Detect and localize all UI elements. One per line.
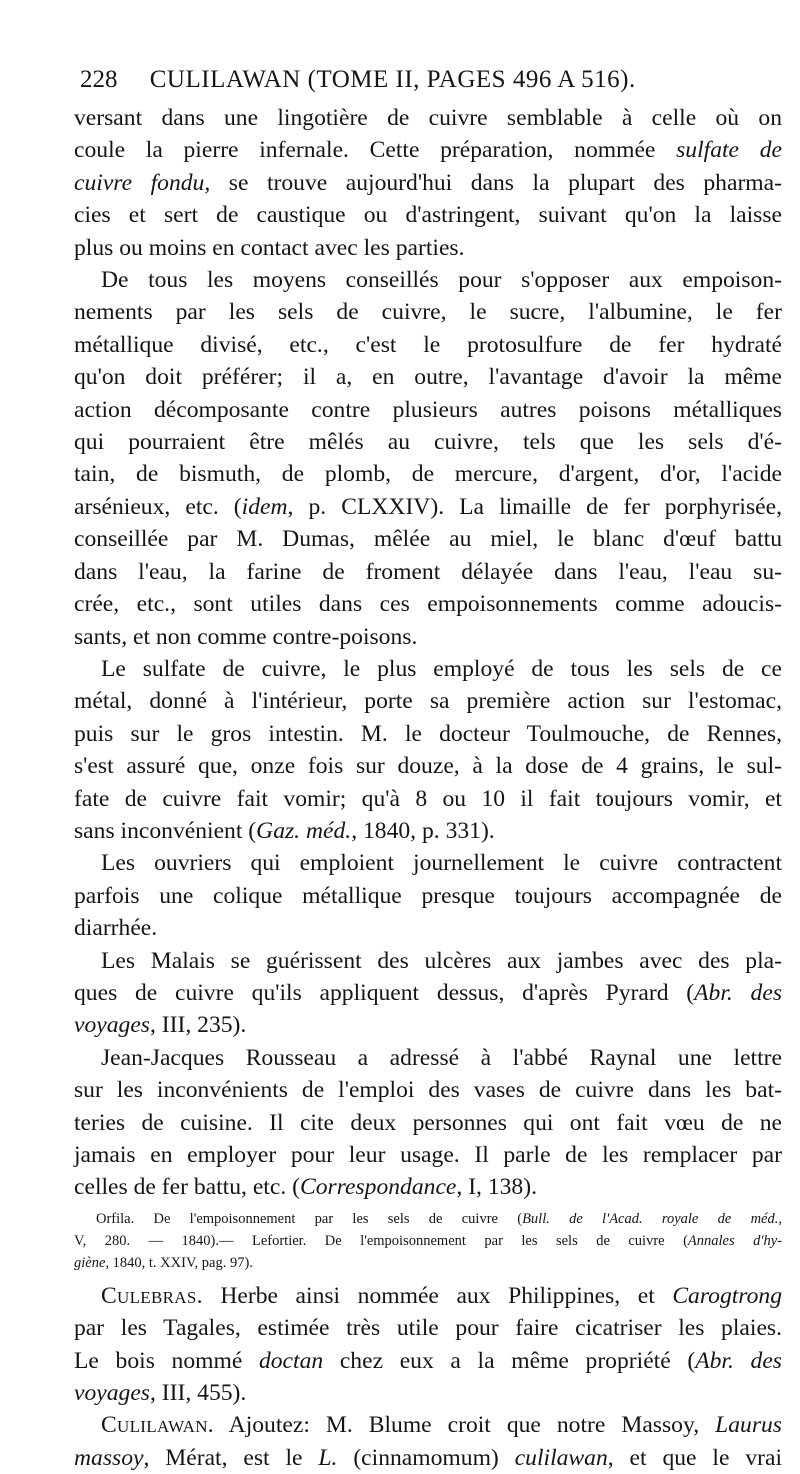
text-line: par les Tagales, estimée très utile pour faire cicatriser les plaies. <box>74 1315 782 1342</box>
text-line: voyages, III, 235). <box>74 1012 247 1039</box>
text-line: voyages, III, 455). <box>74 1380 247 1407</box>
text-line: crée, etc., sont utiles dans ces empoisonnements comme adoucis- <box>74 591 782 618</box>
note-line: V, 280. — 1840).— Lefortier. De l'empoisonnement par les sels de cuivre (Annales d'hy- <box>74 1232 782 1249</box>
text-line: jamais en employer pour leur usage. Il parle de les remplacer par <box>74 1142 782 1168</box>
text-line: tain, de bismuth, de plomb, de mercure, d'argent, d'or, l'acide <box>74 461 782 488</box>
text-line: action décomposante contre plusieurs autres poisons métalliques <box>74 396 782 423</box>
text-line: puis sur le gros intestin. M. le docteur Toulmouche, de Rennes, <box>74 720 782 747</box>
text-line: cies et sert de caustique ou d'astringent, suivant qu'on la laisse <box>74 202 782 229</box>
text-line: coule la pierre infernale. Cette préparation, nommée sulfate de <box>74 137 782 164</box>
text-line: sans inconvénient (Gaz. méd., 1840, p. 331). <box>74 817 495 844</box>
text-line: massoy, Mérat, est le L. (cinnamomum) culilawan, et que le vrai <box>74 1444 783 1471</box>
text-line: qu'on doit préférer; il a, en outre, l'avantage d'avoir la même <box>74 364 782 391</box>
entry-culebras-line: Culebras. Herbe ainsi nommée aux Philippines, et Carogtrong <box>101 1282 782 1309</box>
running-head <box>74 58 782 102</box>
entry-heading-culilawan: Culilawan. <box>101 1412 214 1439</box>
text-line: qui pourraient être mêlés au cuivre, tels que les sels d'é- <box>74 429 782 456</box>
book-page <box>74 58 782 1474</box>
text-line: arsénieux, etc. (idem, p. CLXXIV). La limaille de fer porphyrisée, <box>74 493 782 520</box>
paragraph-start-line: Le sulfate de cuivre, le plus employé de tous les sels de ce <box>101 655 782 682</box>
text-line: ques de cuivre qu'ils appliquent dessus, d'après Pyrard (Abr. des <box>74 979 782 1006</box>
text-line: fate de cuivre fait vomir; qu'à 8 ou 10 il fait toujours vomir, et <box>74 785 782 812</box>
text-line: sants, et non comme contre-poisons. <box>74 623 418 650</box>
text-line: diarrhée. <box>74 915 158 942</box>
paragraph-start-line: Les ouvriers qui emploient journellement le cuivre contractent <box>101 850 782 877</box>
text-line: plus ou moins en contact avec les parties. <box>74 234 465 261</box>
paragraph-start-line: Les Malais se guérissent des ulcères aux jambes avec des pla- <box>101 947 782 974</box>
note-line: giène, 1840, t. XXIV, pag. 97). <box>74 1254 253 1271</box>
text-line: s'est assuré que, onze fois sur douze, à la dose de 4 grains, le sul- <box>74 753 782 780</box>
entry-culilawan-line: Culilawan. Ajoutez: M. Blume croit que notre Massoy, Laurus <box>101 1412 782 1439</box>
body-text <box>74 102 782 1474</box>
text-line: métallique divisé, etc., c'est le protosulfure de fer hydraté <box>74 331 782 358</box>
page-number: 228 <box>80 66 118 93</box>
bibliographic-note <box>74 1208 782 1274</box>
running-title: CULILAWAN (TOME II, PAGES 496 A 516). <box>149 66 636 93</box>
entry-heading-culebras: Culebras. <box>101 1282 203 1309</box>
text-line: parfois une colique métallique presque toujours accompagnée de <box>74 882 782 909</box>
paragraph-start-line: Jean-Jacques Rousseau a adressé à l'abbé Raynal une lettre <box>101 1044 782 1071</box>
text-line: teries de cuisine. Il cite deux personnes qui ont fait vœu de ne <box>74 1109 782 1136</box>
text-line: nements par les sels de cuivre, le sucre, l'albumine, le fer <box>74 299 782 326</box>
note-line: Orfila. De l'empoisonnement par les sels de cuivre (Bull. de l'Acad. royale de méd., <box>96 1210 782 1227</box>
text-line: Le bois nommé doctan chez eux a la même propriété (Abr. des <box>74 1347 782 1374</box>
text-line: conseillée par M. Dumas, mêlée au miel, le blanc d'œuf battu <box>74 526 782 553</box>
text-line: celles de fer battu, etc. (Correspondance, I, 138). <box>74 1174 537 1201</box>
text-line: métal, donné à l'intérieur, porte sa première action sur l'estomac, <box>74 688 782 715</box>
text-line: sur les inconvénients de l'emploi des vases de cuivre dans les bat- <box>74 1077 782 1104</box>
text-line: dans l'eau, la farine de froment délayée dans l'eau, l'eau su- <box>74 558 782 585</box>
text-line: cuivre fondu, se trouve aujourd'hui dans la plupart des pharma- <box>74 169 782 196</box>
paragraph-start-line: De tous les moyens conseillés pour s'opposer aux empoison- <box>101 267 782 294</box>
text-line: versant dans une lingotière de cuivre semblable à celle où on <box>74 105 782 131</box>
